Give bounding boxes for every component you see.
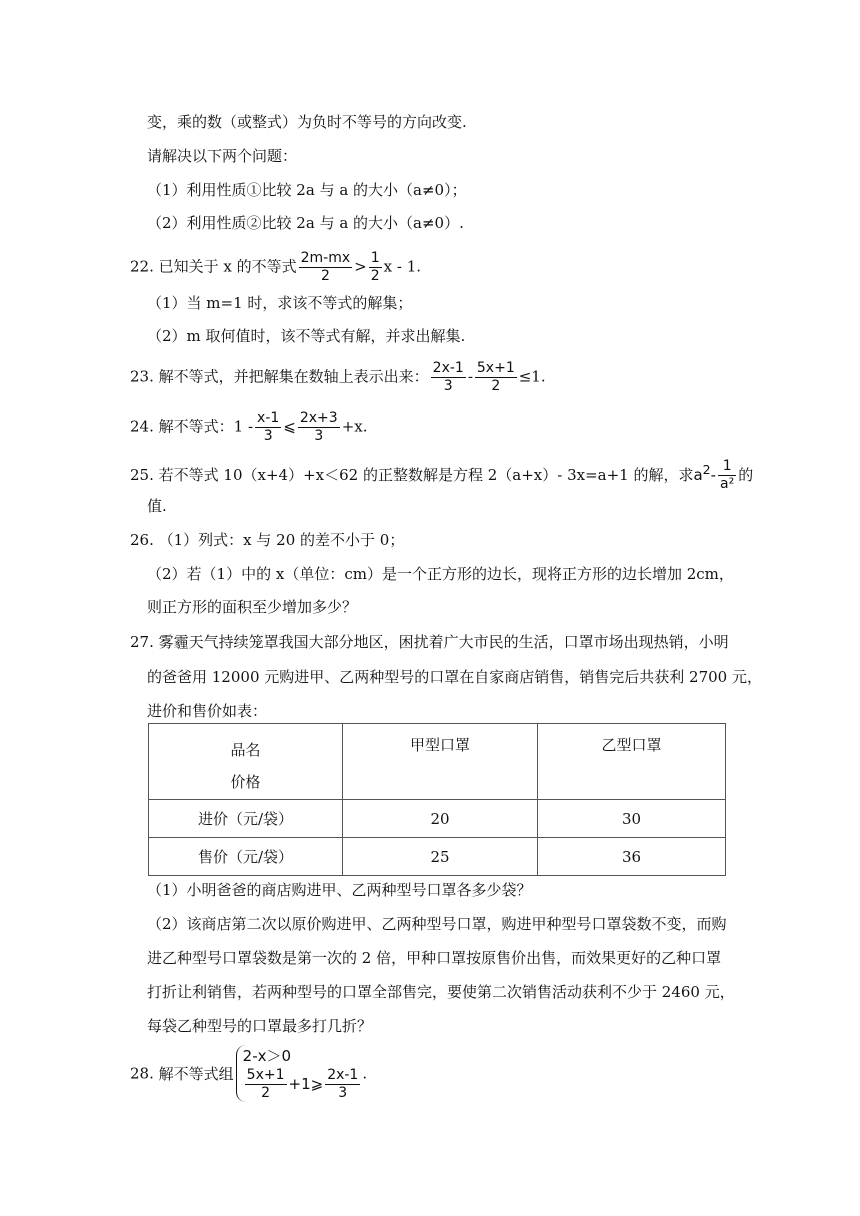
- problem-27-q2b: 进乙种型号口罩袋数是第一次的 2 倍，甲种口罩按原售价出售，而效果更好的乙种口罩: [147, 949, 722, 967]
- table-cell: 售价（元/袋）: [149, 838, 343, 876]
- problem-text: 若不等式 10（x+4）+x＜62 的正整数解是方程 2（a+x）- 3x=a+1 的解，求: [158, 466, 694, 484]
- problem-text: 雾霾天气持续笼罩我国大部分地区，困扰着广大市民的生活，口罩市场出现热销，小明: [158, 633, 729, 651]
- problem-25-line2: 值.: [147, 497, 167, 515]
- problem-22-sub2: （2）m 取何值时，该不等式有解，并求出解集.: [147, 327, 466, 345]
- intro-line2: 请解决以下两个问题：: [147, 147, 298, 165]
- fraction: [245, 1067, 287, 1102]
- table-header-cell: 乙型口罩: [538, 724, 726, 800]
- denominator: a²: [720, 476, 735, 492]
- exponent: 2: [702, 462, 711, 477]
- numerator: 1: [718, 458, 736, 476]
- problem-text: 解不等式：1 -: [158, 417, 254, 436]
- problem-text: 已知关于 x 的不等式: [158, 257, 297, 276]
- variable: a: [693, 466, 703, 484]
- header-label: 价格: [230, 773, 261, 791]
- problem-27-line2: 的爸爸用 12000 元购进甲、乙两种型号的口罩在自家商店销售，销售完后共获利 2700 元，: [147, 668, 762, 686]
- problem-26: [130, 530, 404, 550]
- inequality-system: [236, 1045, 363, 1102]
- numerator: 1: [370, 250, 380, 266]
- problem-number: 23.: [130, 367, 154, 386]
- problem-number: 28.: [130, 1064, 154, 1083]
- problem-22-sub1: （1）当 m=1 时，求该不等式的解集；: [147, 294, 413, 312]
- problem-number: 25.: [130, 466, 154, 484]
- fraction: [369, 250, 382, 285]
- header-label: 品名: [230, 741, 261, 759]
- system-row: [243, 1067, 363, 1102]
- denominator: 2: [320, 268, 330, 284]
- problem-text: .: [362, 1064, 368, 1083]
- denominator: 3: [443, 378, 453, 394]
- operator: >: [354, 257, 367, 276]
- problem-25: [130, 458, 753, 493]
- problem-26-sub2: （2）若（1）中的 x（单位：cm）是一个正方形的边长，现将正方形的边长增加 2cm，: [147, 565, 734, 583]
- problem-text: x - 1.: [383, 257, 422, 276]
- operator: ⩽: [283, 417, 296, 436]
- numerator: x-1: [257, 410, 280, 426]
- fraction: [475, 360, 517, 395]
- numerator: 2x+3: [299, 410, 338, 426]
- problem-text: 解不等式组: [158, 1065, 234, 1083]
- table-cell: 36: [538, 838, 726, 876]
- denominator: 2: [261, 1085, 271, 1101]
- fraction: [299, 250, 353, 285]
- fraction: [255, 410, 281, 445]
- problem-23: [130, 360, 546, 395]
- problem-24: [130, 410, 368, 445]
- problem-text: （1）列式：x 与 20 的差不小于 0；: [158, 531, 405, 549]
- numerator: 5x+1: [476, 360, 515, 376]
- denominator: 3: [263, 428, 273, 444]
- denominator: 3: [338, 1085, 348, 1101]
- numerator: 2m-mx: [300, 250, 351, 266]
- numerator: 5x+1: [246, 1067, 285, 1083]
- table-cell: 20: [343, 800, 538, 838]
- problem-27-line3: 进价和售价如表：: [147, 702, 268, 720]
- price-table: [148, 723, 726, 876]
- table-header-row: [149, 724, 726, 800]
- math-expression: [693, 458, 738, 492]
- fraction: [325, 1067, 360, 1102]
- intro-line1: 变，乘的数（或整式）为负时不等号的方向改变.: [147, 113, 467, 131]
- system-row: 2-x＞0: [242, 1047, 292, 1065]
- numerator: 2x-1: [327, 1067, 359, 1083]
- problem-22: [130, 250, 421, 285]
- operator: +1⩾: [288, 1075, 324, 1093]
- problem-text: ≤1.: [518, 367, 546, 386]
- denominator: 2: [370, 268, 380, 284]
- table-row: [149, 800, 726, 838]
- table-cell: 30: [538, 800, 726, 838]
- problem-27-q2a: （2）该商店第二次以原价购进甲、乙两种型号口罩，购进甲种型号口罩袋数不变，而购: [147, 915, 727, 933]
- intro-q2: （2）利用性质②比较 2a 与 a 的大小（a≠0）.: [147, 214, 464, 232]
- problem-text: +x.: [341, 417, 368, 436]
- fraction: [718, 458, 736, 493]
- problem-27-q1: （1）小明爸爸的商店购进甲、乙两种型号口罩各多少袋？: [147, 881, 532, 899]
- table-cell: 25: [343, 838, 538, 876]
- fraction: [298, 410, 340, 445]
- problem-27: [130, 632, 729, 652]
- problem-number: 27.: [130, 633, 154, 651]
- problem-text: 的: [738, 466, 754, 484]
- denominator: 3: [314, 428, 324, 444]
- table-header-cell: 甲型口罩: [343, 724, 538, 800]
- fraction: [431, 360, 466, 395]
- problem-28: [130, 1045, 367, 1102]
- problem-text: 解不等式，并把解集在数轴上表示出来：: [158, 367, 429, 386]
- problem-number: 26.: [130, 531, 154, 549]
- operator: -: [710, 466, 717, 484]
- intro-q1: （1）利用性质①比较 2a 与 a 的大小（a≠0）；: [147, 181, 467, 199]
- problem-number: 22.: [130, 257, 154, 276]
- denominator: 2: [491, 378, 501, 394]
- table-cell: 进价（元/袋）: [149, 800, 343, 838]
- operator: -: [467, 367, 473, 386]
- problem-number: 24.: [130, 417, 154, 436]
- table-corner-cell: [149, 724, 343, 800]
- problem-26-sub3: 则正方形的面积至少增加多少？: [147, 598, 358, 616]
- numerator: 2x-1: [432, 360, 464, 376]
- problem-27-q2d: 每袋乙种型号的口罩最多打几折？: [147, 1017, 373, 1035]
- table-row: [149, 838, 726, 876]
- problem-27-q2c: 打折让利销售，若两种型号的口罩全部售完，要使第二次销售活动获利不少于 2460 元，: [147, 983, 735, 1001]
